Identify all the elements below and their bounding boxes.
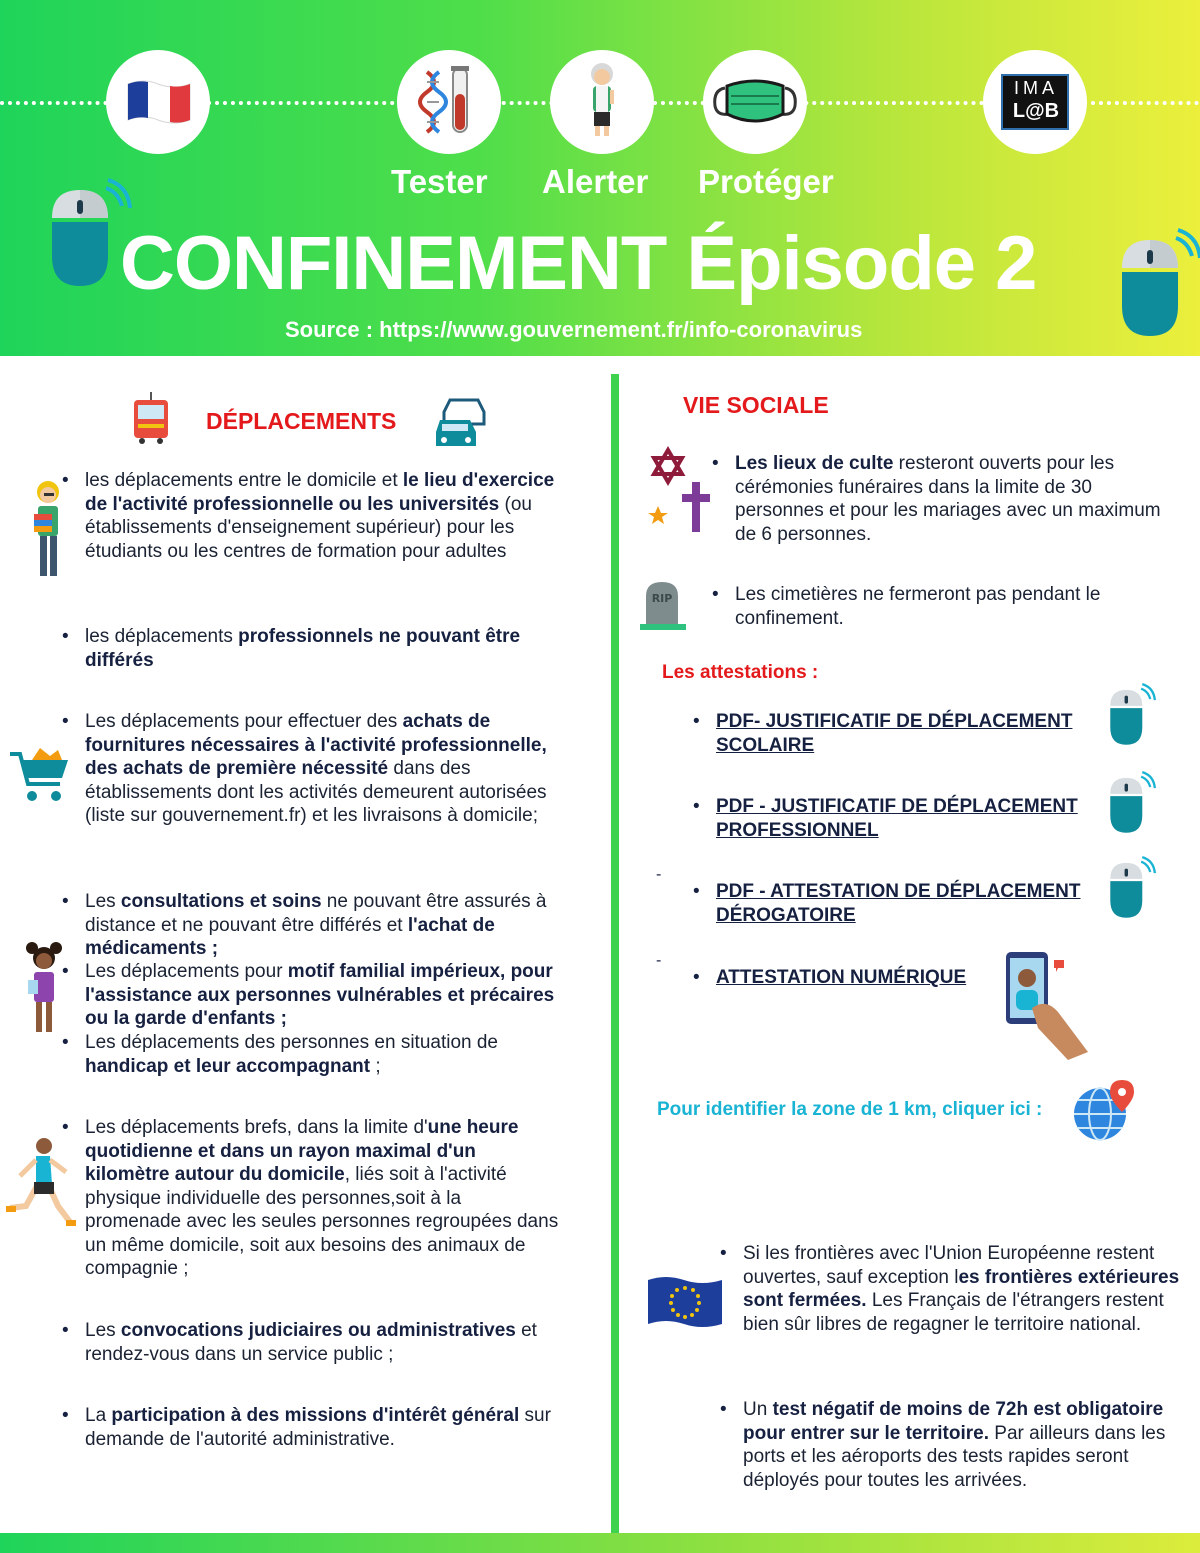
mouse-icon bbox=[1108, 770, 1156, 836]
bullet: • bbox=[693, 967, 700, 988]
smartphone-hand-icon bbox=[1002, 948, 1092, 1060]
bullet: • bbox=[62, 1117, 69, 1138]
mouse-icon bbox=[1118, 228, 1200, 340]
list-item: La participation à des missions d'intérêt général sur demande de l'autorité administrative. bbox=[85, 1405, 551, 1450]
bullet: • bbox=[720, 1243, 727, 1264]
child-icon bbox=[24, 940, 64, 1036]
tagline-proteger: Protéger bbox=[698, 163, 834, 200]
attestations-title: Les attestations : bbox=[662, 662, 819, 683]
mouse-icon bbox=[1108, 682, 1156, 748]
imalab-logo bbox=[983, 50, 1087, 154]
dash-mark: - bbox=[656, 866, 662, 883]
page-title: CONFINEMENT Épisode 2 bbox=[120, 221, 1037, 306]
list-item: Les déplacements des personnes en situation de handicap et leur accompagnant ; bbox=[85, 1032, 498, 1077]
bullet: • bbox=[62, 711, 69, 732]
link-attestation-derogatoire[interactable]: PDF - ATTESTATION DE DÉPLACEMENT DÉROGATOIRE bbox=[716, 881, 1081, 926]
column-divider bbox=[611, 374, 619, 1534]
list-item: Les déplacements pour effectuer des achats de fournitures nécessaires à l'activité professionnelle, des achats de première nécessité dans des établissements dont les activités demeurent autorisées (liste sur gouvernement.fr) et les livraisons à domicile; bbox=[85, 711, 547, 826]
eu-flag-icon bbox=[646, 1274, 724, 1330]
student-icon bbox=[28, 478, 72, 580]
cars-icon bbox=[434, 396, 490, 450]
mouse-icon bbox=[48, 178, 132, 290]
bullet: • bbox=[693, 796, 700, 817]
bullet: • bbox=[720, 1399, 727, 1420]
runner-icon bbox=[6, 1136, 76, 1230]
dna-test-tube-icon bbox=[397, 50, 501, 154]
list-item: Les déplacements brefs, dans la limite d'une heure quotidienne et dans un rayon maximal d'un kilomètre autour du domicile, liés soit à l'activité physique individuelle des personnes,soit à la promenade avec les seules personnes regroupées dans un même domicile, soit aux besoins des animaux de compagnie ; bbox=[85, 1117, 559, 1279]
link-justificatif-scolaire[interactable]: PDF- JUSTIFICATIF DE DÉPLACEMENT SCOLAIRE bbox=[716, 711, 1073, 756]
list-item: Les lieux de culte resteront ouverts pour les cérémonies funéraires dans la limite de 30 personnes et pour les mariages avec un maximum de 6 personnes. bbox=[735, 453, 1161, 545]
face-mask-icon bbox=[703, 50, 807, 154]
zone-1km-text[interactable]: Pour identifier la zone de 1 km, cliquer ici : bbox=[657, 1099, 1043, 1120]
religion-symbols-icon bbox=[624, 446, 720, 536]
france-flag-icon bbox=[106, 50, 210, 154]
list-item: Un test négatif de moins de 72h est obligatoire pour entrer sur le territoire. Par ailleurs dans les ports et les aéroports des tests rapides seront déployés pour toutes les arrivées. bbox=[743, 1399, 1166, 1491]
list-item: les déplacements entre le domicile et le lieu d'exercice de l'activité professionnelle ou les universités (ou établissements d'enseignement supérieur) pour les étudiants ou les centres de formation pour adultes bbox=[85, 470, 555, 562]
tagline-tester: Tester bbox=[391, 163, 488, 200]
tagline-alerter: Alerter bbox=[542, 163, 649, 200]
rip-label: RIP bbox=[651, 592, 673, 605]
source-text: Source : https://www.gouvernement.fr/info-coronavirus bbox=[285, 317, 863, 342]
bullet: • bbox=[62, 891, 69, 912]
list-item: les déplacements professionnels ne pouvant être différés bbox=[85, 626, 521, 671]
header-banner bbox=[0, 0, 1200, 356]
dash-mark: - bbox=[656, 952, 662, 969]
bullet: • bbox=[62, 470, 69, 491]
bullet: • bbox=[693, 711, 700, 732]
tram-icon bbox=[132, 392, 170, 446]
bullet: • bbox=[62, 1032, 69, 1053]
tombstone-icon bbox=[640, 578, 686, 630]
bullet: • bbox=[712, 584, 719, 605]
logo-text-lab: L@B bbox=[1012, 100, 1060, 122]
bullet: • bbox=[693, 881, 700, 902]
bullet: • bbox=[62, 1320, 69, 1341]
elderly-person-icon bbox=[550, 50, 654, 154]
list-item: Les consultations et soins ne pouvant être assurés à distance et ne pouvant être différés et l'achat de médicaments ; bbox=[85, 891, 547, 959]
link-justificatif-professionnel[interactable]: PDF - JUSTIFICATIF DE DÉPLACEMENT PROFESSIONNEL bbox=[716, 796, 1078, 841]
list-item: Les cimetières ne fermeront pas pendant le confinement. bbox=[735, 584, 1101, 629]
list-item: Si les frontières avec l'Union Européenne restent ouvertes, sauf exception les frontières extérieures sont fermées. Les Français de l'étrangers restent bien sûr libres de regagner le territoire national. bbox=[743, 1243, 1180, 1335]
list-item: Les déplacements pour motif familial impérieux, pour l'assistance aux personnes vulnérables et précaires ou la garde d'enfants ; bbox=[85, 961, 555, 1029]
bullet: • bbox=[62, 961, 69, 982]
deplacements-title: DÉPLACEMENTS bbox=[206, 408, 397, 434]
bullet: • bbox=[712, 453, 719, 474]
mouse-icon bbox=[1108, 855, 1156, 921]
bullet: • bbox=[62, 1405, 69, 1426]
vie-sociale-title: VIE SOCIALE bbox=[683, 392, 829, 418]
shopping-cart-icon bbox=[10, 746, 70, 804]
list-item: Les convocations judiciaires ou administratives et rendez-vous dans un service public ; bbox=[85, 1320, 537, 1365]
bottom-bar bbox=[0, 1533, 1200, 1553]
logo-text-ima: IMA bbox=[1013, 78, 1058, 98]
link-attestation-numerique[interactable]: ATTESTATION NUMÉRIQUE bbox=[716, 967, 967, 988]
globe-location-icon[interactable] bbox=[1070, 1078, 1136, 1142]
bullet: • bbox=[62, 626, 69, 647]
